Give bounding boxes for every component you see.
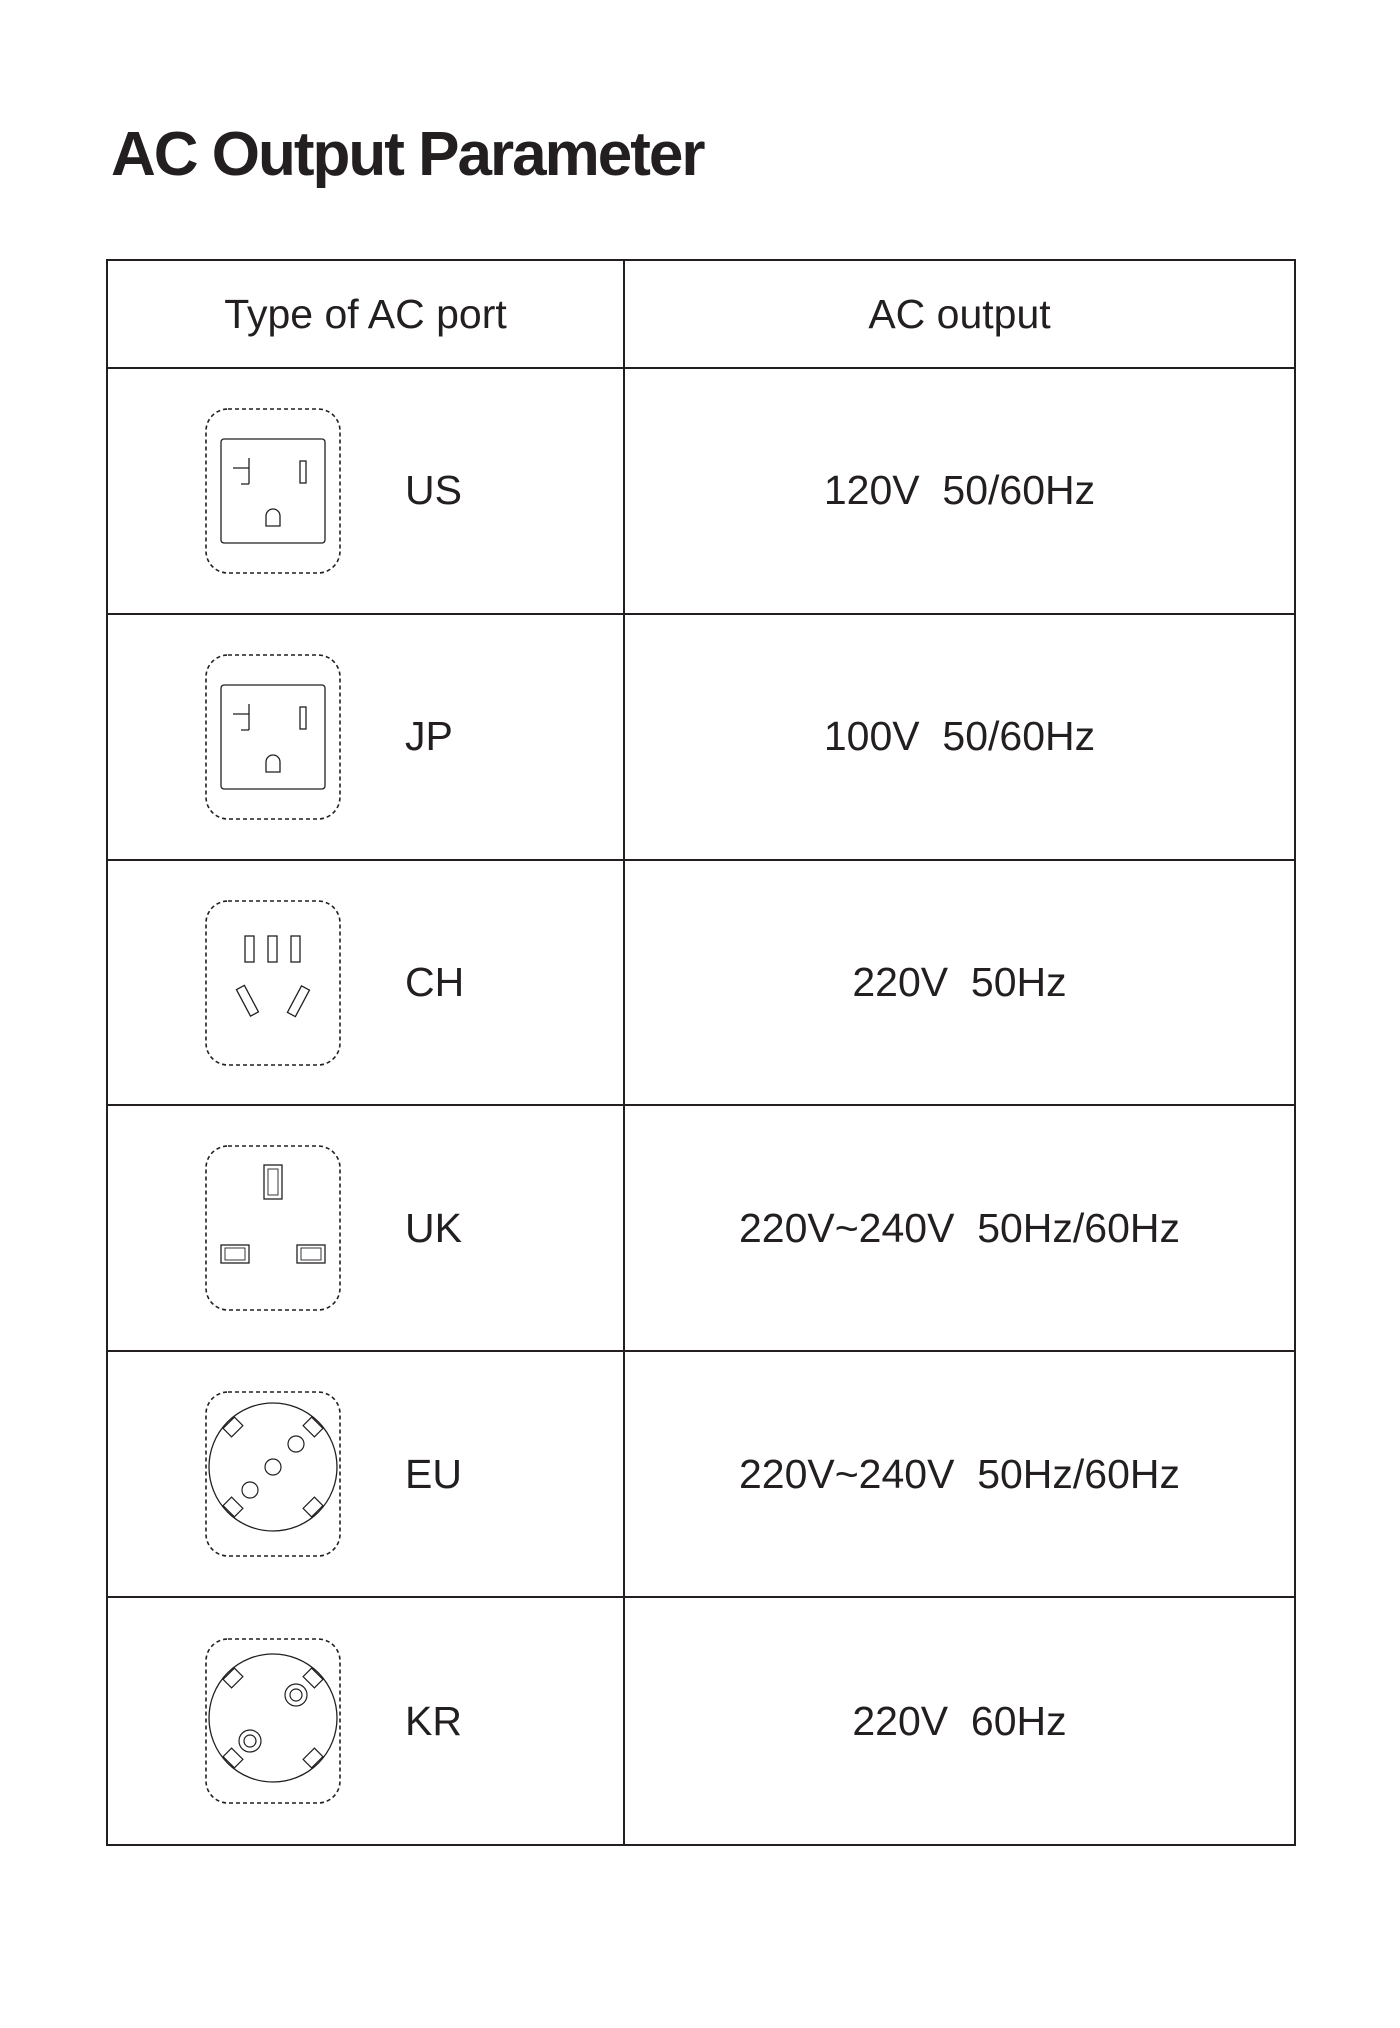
- port-cell-uk: [108, 1106, 625, 1352]
- port-cell-eu: [108, 1352, 625, 1598]
- port-cell-jp: [108, 615, 625, 861]
- kr-outlet-icon: [203, 1636, 343, 1806]
- jp-outlet-icon: [203, 652, 343, 822]
- port-cell-us: [108, 369, 625, 615]
- port-cell-ch: [108, 861, 625, 1107]
- ac-output-table: [106, 259, 1296, 1846]
- output-uk: 220V~240V 50Hz/60Hz: [625, 1106, 1294, 1352]
- us-outlet-icon: [203, 406, 343, 576]
- page-title: AC Output Parameter: [111, 120, 704, 189]
- port-label-ch: CH: [405, 959, 465, 1006]
- output-jp: 100V 50/60Hz: [625, 615, 1294, 861]
- port-cell-kr: [108, 1598, 625, 1844]
- output-kr: 220V 60Hz: [852, 1697, 1067, 1744]
- header-port-type: Type of AC port: [108, 261, 625, 369]
- port-label-jp: JP: [405, 713, 453, 760]
- eu-outlet-icon: [203, 1389, 343, 1559]
- port-label-uk: UK: [405, 1204, 462, 1251]
- header-ac-output: AC output: [625, 261, 1294, 369]
- uk-outlet-icon: [203, 1143, 343, 1313]
- output-eu: 220V~240V 50Hz/60Hz: [625, 1352, 1294, 1598]
- port-label-us: US: [405, 467, 462, 514]
- output-us: 120V 50/60Hz: [625, 369, 1294, 615]
- port-label-kr: KR: [405, 1697, 462, 1744]
- port-label-eu: EU: [405, 1450, 462, 1497]
- ch-outlet-icon: [203, 898, 343, 1068]
- output-ch: 220V 50Hz: [625, 861, 1294, 1107]
